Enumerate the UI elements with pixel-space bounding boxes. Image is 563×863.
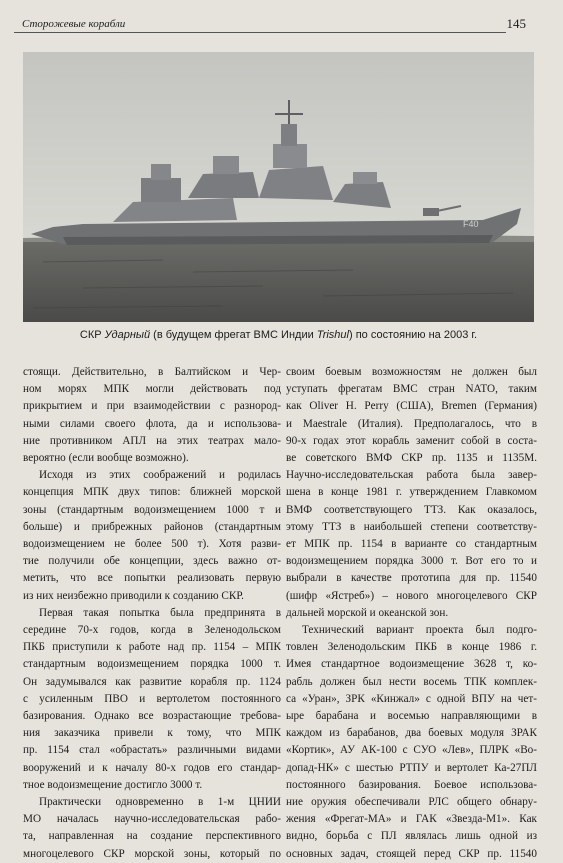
text-line: ВМФ соответствующего ТТЗ. Как оказалось, <box>286 503 537 516</box>
text-line: Первая такая попытка была предпринята в <box>39 606 281 619</box>
text-line: жения «Фрегат-МА» и ГАК «Звезда-М1». Как <box>286 813 537 826</box>
right-column <box>286 364 537 863</box>
ship-photo <box>23 52 534 322</box>
text-line: постоянного базирования. Боевое использова- <box>286 778 537 791</box>
text-line: дальней морской и океанской зон. <box>286 606 449 619</box>
text-line: водоизмещением не более 500 т). Хотя разви- <box>23 538 281 551</box>
text-line: больше) и прибрежных районов (стандартным <box>23 520 281 533</box>
text-line: ном морях МПК могли действовать под <box>23 383 281 396</box>
text-line: ве советского ВМФ СКР пр. 1135 и 1135М. <box>286 452 537 465</box>
text-line: стоящи. Действительно, в Балтийском и Чер- <box>23 366 281 378</box>
text-line: ыре барабана и восемью направляющими в <box>286 710 537 723</box>
text-line: (шифр «Ястреб») – нового многоцелевого СКР <box>286 589 537 602</box>
photo-caption <box>23 329 534 341</box>
text-line: Практически одновременно в 1-м ЦНИИ <box>39 796 281 809</box>
sea <box>23 238 534 322</box>
text-line: Он задумывался как развитие корабля пр. 1124 <box>23 675 281 688</box>
page-number: 145 <box>506 16 526 31</box>
text-line: пр. 1154 стал «обрастать» различными видами <box>23 744 281 757</box>
left-column <box>23 364 281 863</box>
text-line: ния заказчика привели к тому, что МПК <box>23 727 281 740</box>
text-line: Технический вариант проекта был подго- <box>302 624 537 637</box>
text-line: видно, борьба с ПЛ являлась лишь одной из <box>286 830 537 843</box>
text-line: са «Уран», ЗРК «Кинжал» с одной ВПУ на чет- <box>286 692 537 705</box>
text-line: тное водоизмещение достигло 3000 т. <box>23 778 203 791</box>
text-line: Научно-исследовательская работа была завер- <box>286 469 537 482</box>
text-line: стандартным водоизмещением порядка 1000 т. <box>23 658 281 671</box>
text-line: «Кортик», АУ АК-100 с СУО «Лев», ПЛРК «Во- <box>286 744 537 757</box>
text-line: Исходя из этих соображений и родилась <box>39 469 281 482</box>
text-line: каждом из барабанов, два боевых модуля ЗРАК <box>286 727 537 740</box>
caption-frigate-name: Trishul <box>316 329 349 341</box>
text-line: ние оружия обеспечивали РЛС общего обнару- <box>286 796 537 809</box>
text-line: ПКБ приступили к работе над пр. 1154 – МПК <box>23 641 281 654</box>
text-line: рабль должен был нести восемь ТПК комплек- <box>286 675 537 688</box>
text-line: базирования. Однако все возрастающие требова- <box>23 710 281 723</box>
caption-prefix: СКР <box>79 329 105 341</box>
text-line: МО началась научно-исследовательская рабо- <box>23 813 281 826</box>
header-rule <box>14 32 506 33</box>
text-line: вероятно (если вообще возможно). <box>23 452 189 465</box>
text-line: выбрали в качестве прототипа для пр. 11540 <box>286 572 537 585</box>
text-line: из них неизбежно приводили к созданию СКР. <box>23 589 244 602</box>
text-line: зоны (стандартным водоизмещением 1000 т и <box>23 503 281 516</box>
text-line: многоцелевого СКР морской зоны, который по <box>23 847 281 860</box>
text-line: концепция МПК двух типов: ближней морской <box>23 486 281 499</box>
text-line: этому ТТЗ в наибольшей степени соответству- <box>286 520 537 533</box>
text-line: уступать фрегатам ВМС стран NATO, таким <box>286 383 537 396</box>
running-title: Сторожевые корабли <box>22 18 126 30</box>
text-line: с усиленным ПВО и вертолетом постоянного <box>23 692 281 705</box>
text-line: основных задач, стоящей перед СКР пр. 11540 <box>286 847 537 860</box>
text-line: ными силами своего флота, да и использова- <box>23 417 281 430</box>
text-line: та, направленная на создание перспективного <box>23 830 281 843</box>
text-line: тие получили обе концепции, здесь важно от- <box>23 555 281 568</box>
text-line: 90-х годах этот корабль заменит собой в соста- <box>286 434 537 447</box>
text-line: как Oliver H. Perry (США), Bremen (Германия) <box>286 400 537 413</box>
text-line: и Maestrale (Италия). Предполагалось, что в <box>286 417 537 430</box>
text-line: шена в конце 1981 г. утверждением Главкомом <box>286 486 537 499</box>
text-line: метить, что все попытки реализовать первую <box>23 572 281 585</box>
text-line: водоизмещением порядка 3000 т. Вот его то и <box>286 555 537 568</box>
page-header <box>14 14 526 38</box>
text-line: ет МПК пр. 1154 в варианте со стандартным <box>286 538 537 551</box>
text-line: Имея стандартное водоизмещение 3628 т, ко- <box>286 658 537 671</box>
text-line: прикрытием и при взаимодействии с разнород- <box>23 400 281 413</box>
text-line: допад-НК» с шестью РТПУ и вертолет Ка-27ПЛ <box>286 761 537 774</box>
text-line: товлен Зеленодольским ПКБ в конце 1986 г. <box>286 641 537 654</box>
caption-ship-name: Ударный <box>104 329 151 341</box>
text-line: ние противником АПЛ на этих театрах мало- <box>23 434 281 447</box>
hull-number: F40 <box>463 219 479 229</box>
text-line: середине 70-х годов, когда в Зеленодольском <box>23 624 281 637</box>
caption-middle: (в будущем фрегат ВМС Индии <box>150 329 317 341</box>
text-line: своим боевым возможностям не должен был <box>286 366 537 378</box>
text-line: вооружений и к началу 80-х годов его стандар- <box>23 761 281 774</box>
caption-suffix: ) по состоянию на 2003 г. <box>349 329 478 341</box>
